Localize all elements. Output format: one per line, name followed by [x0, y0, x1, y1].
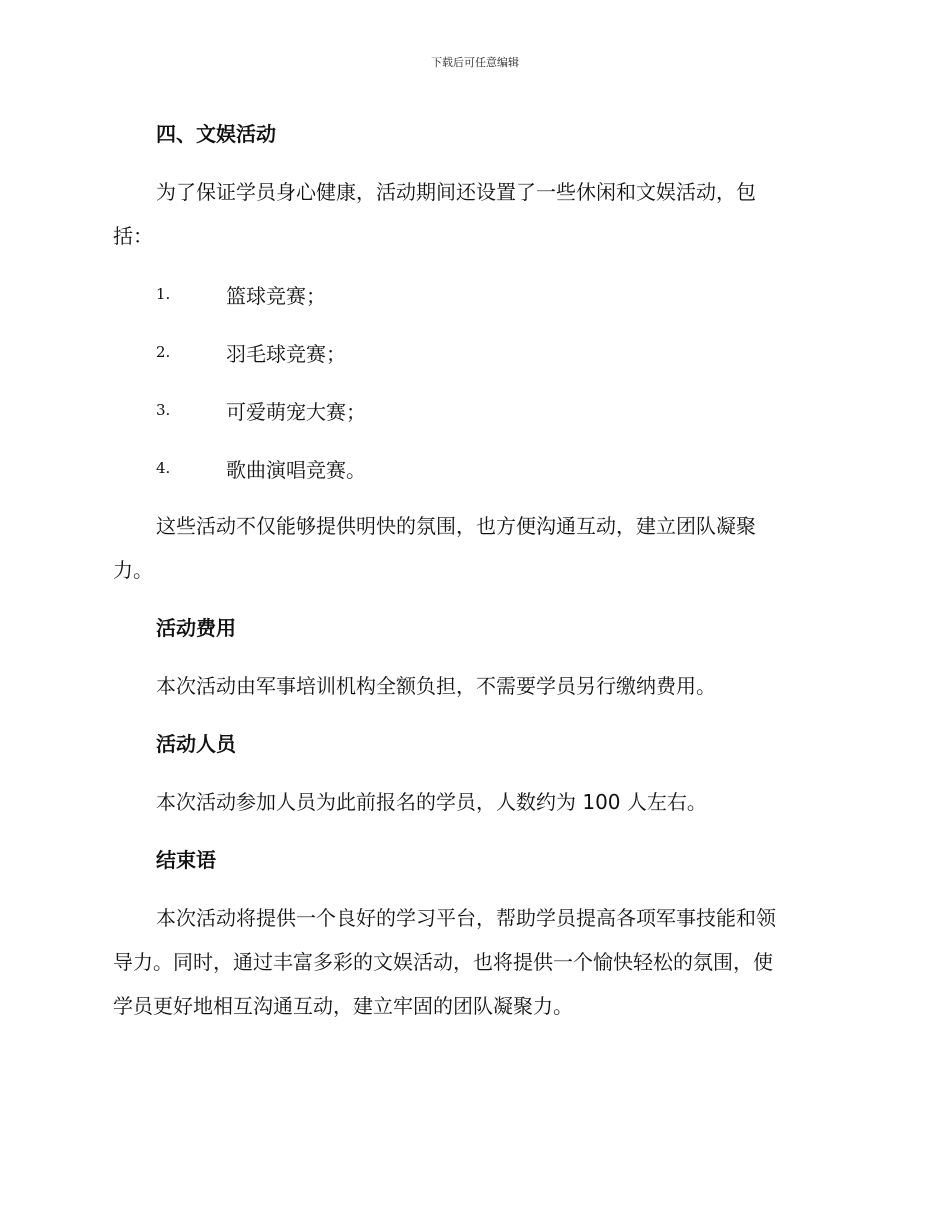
document-body [113, 112, 833, 1028]
list-item-text: 篮球竞赛； [226, 283, 326, 308]
page-header: 下载后可任意编辑 [431, 56, 519, 69]
closing-paragraph-line2: 导力。同时，通过丰富多彩的文娱活动，也将提供一个愉快轻松的氛围，使 [113, 950, 773, 974]
list-item [113, 330, 833, 374]
section-heading-entertainment: 四、文娱活动 [156, 122, 276, 146]
closing-paragraph-line3: 学员更好地相互沟通互动，建立牢固的团队凝聚力。 [113, 994, 573, 1018]
list-item-text: 羽毛球竞赛； [226, 341, 346, 366]
intro-paragraph-line2: 括： [113, 224, 153, 248]
list-item-number: 3. [156, 401, 171, 419]
outro-paragraph-line2: 力。 [113, 558, 153, 582]
list-item-number: 1. [156, 285, 171, 303]
list-item [113, 388, 833, 432]
people-paragraph: 本次活动参加人员为此前报名的学员，人数约为 100 人左右。 [156, 790, 707, 814]
intro-paragraph-line1: 为了保证学员身心健康，活动期间还设置了一些休闲和文娱活动，包 [156, 180, 756, 204]
list-item [113, 446, 833, 490]
list-item [113, 272, 833, 316]
list-item-text: 可爱萌宠大赛； [226, 399, 366, 424]
fees-paragraph: 本次活动由军事培训机构全额负担，不需要学员另行缴纳费用。 [156, 674, 716, 698]
list-item-number: 4. [156, 459, 171, 477]
list-item-text: 歌曲演唱竞赛。 [226, 457, 366, 482]
section-heading-fees: 活动费用 [156, 616, 236, 640]
outro-paragraph-line1: 这些活动不仅能够提供明快的氛围，也方便沟通互动，建立团队凝聚 [156, 514, 756, 538]
section-heading-closing: 结束语 [156, 848, 216, 872]
list-item-number: 2. [156, 343, 171, 361]
closing-paragraph-line1: 本次活动将提供一个良好的学习平台，帮助学员提高各项军事技能和领 [156, 906, 776, 930]
section-heading-people: 活动人员 [156, 732, 236, 756]
